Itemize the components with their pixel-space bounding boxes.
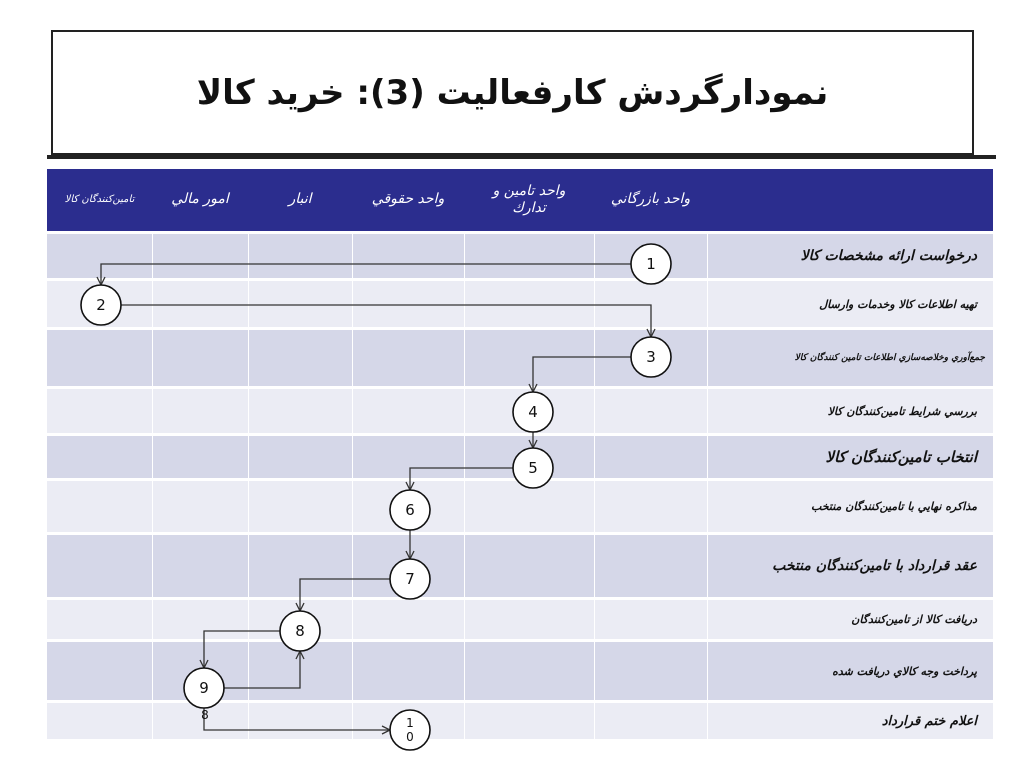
column-header-finance: امور مالي: [171, 191, 229, 208]
flow-node: [81, 285, 121, 325]
flow-node-label: 8: [295, 622, 305, 640]
flow-node-label: 7: [405, 570, 415, 588]
row-label-0: درخواست ارائه مشخصات كالا: [800, 248, 977, 264]
row-label-8: پرداخت وجه كالاي دريافت شده: [832, 664, 977, 678]
flow-node: [390, 710, 430, 750]
connector-arrow: [533, 357, 631, 392]
flow-node: [390, 559, 430, 599]
flow-node: [390, 490, 430, 530]
row-label-7: دريافت كالا از تامين‌كنندگان: [851, 613, 977, 626]
flow-node-label: 2: [96, 296, 106, 314]
flow-node: [513, 392, 553, 432]
connector-arrow: [121, 305, 651, 337]
row-label-3: بررسي شرايط تامين‌كنندگان كالا: [827, 404, 977, 418]
column-header-commercial: واحد بازرگاني: [610, 191, 691, 208]
flow-node-label: 4: [528, 403, 538, 421]
page-title: نمودارگردش کارفعالیت (3): خرید کالا: [196, 72, 829, 113]
flow-node-label: 1: [646, 255, 656, 273]
flow-node: [631, 244, 671, 284]
flow-node-label: 1 0: [406, 716, 414, 744]
flow-node: [513, 448, 553, 488]
column-header-procurement: واحد تامين و تدارك: [492, 182, 566, 216]
column-header-warehouse: انبار: [288, 191, 312, 208]
flow-node-label: 5: [528, 459, 538, 477]
row-label-9: اعلام ختم قرارداد: [881, 713, 977, 729]
connector-layer: [101, 264, 651, 730]
connector-arrow: [101, 264, 631, 285]
row-label-6: عقد قرارداد با تامين‌كنندگان منتخب: [772, 558, 977, 574]
flow-node: [631, 337, 671, 377]
flow-node-label: 9: [199, 679, 209, 697]
node-layer: [81, 244, 671, 750]
connector-arrow: [204, 708, 390, 730]
stray-label: 8: [201, 708, 209, 722]
row-label-5: مذاكره نهايي با تامين‌كنندگان منتخب: [811, 500, 977, 513]
flow-node: [280, 611, 320, 651]
connector-arrow: [300, 579, 390, 611]
flow-node-label: 6: [405, 501, 415, 519]
row-label-2: جمع‌آوري وخلاصه‌سازي اطلاعات تامين كنندگان كالا: [794, 353, 985, 363]
flow-node: [184, 668, 224, 708]
flow-node-label: 3: [646, 348, 656, 366]
column-header-suppliers: تامين‌كنندگان كالا: [64, 193, 135, 205]
row-label-1: تهيه اطلاعات كالا وخدمات وارسال: [819, 297, 977, 311]
connector-arrow: [204, 631, 280, 668]
row-label-4: انتخاب تامين‌كنندگان كالا: [825, 448, 977, 466]
column-header-legal: واحد حقوقي: [371, 191, 445, 208]
connector-arrow: [410, 468, 513, 490]
connector-arrow: [224, 651, 300, 688]
